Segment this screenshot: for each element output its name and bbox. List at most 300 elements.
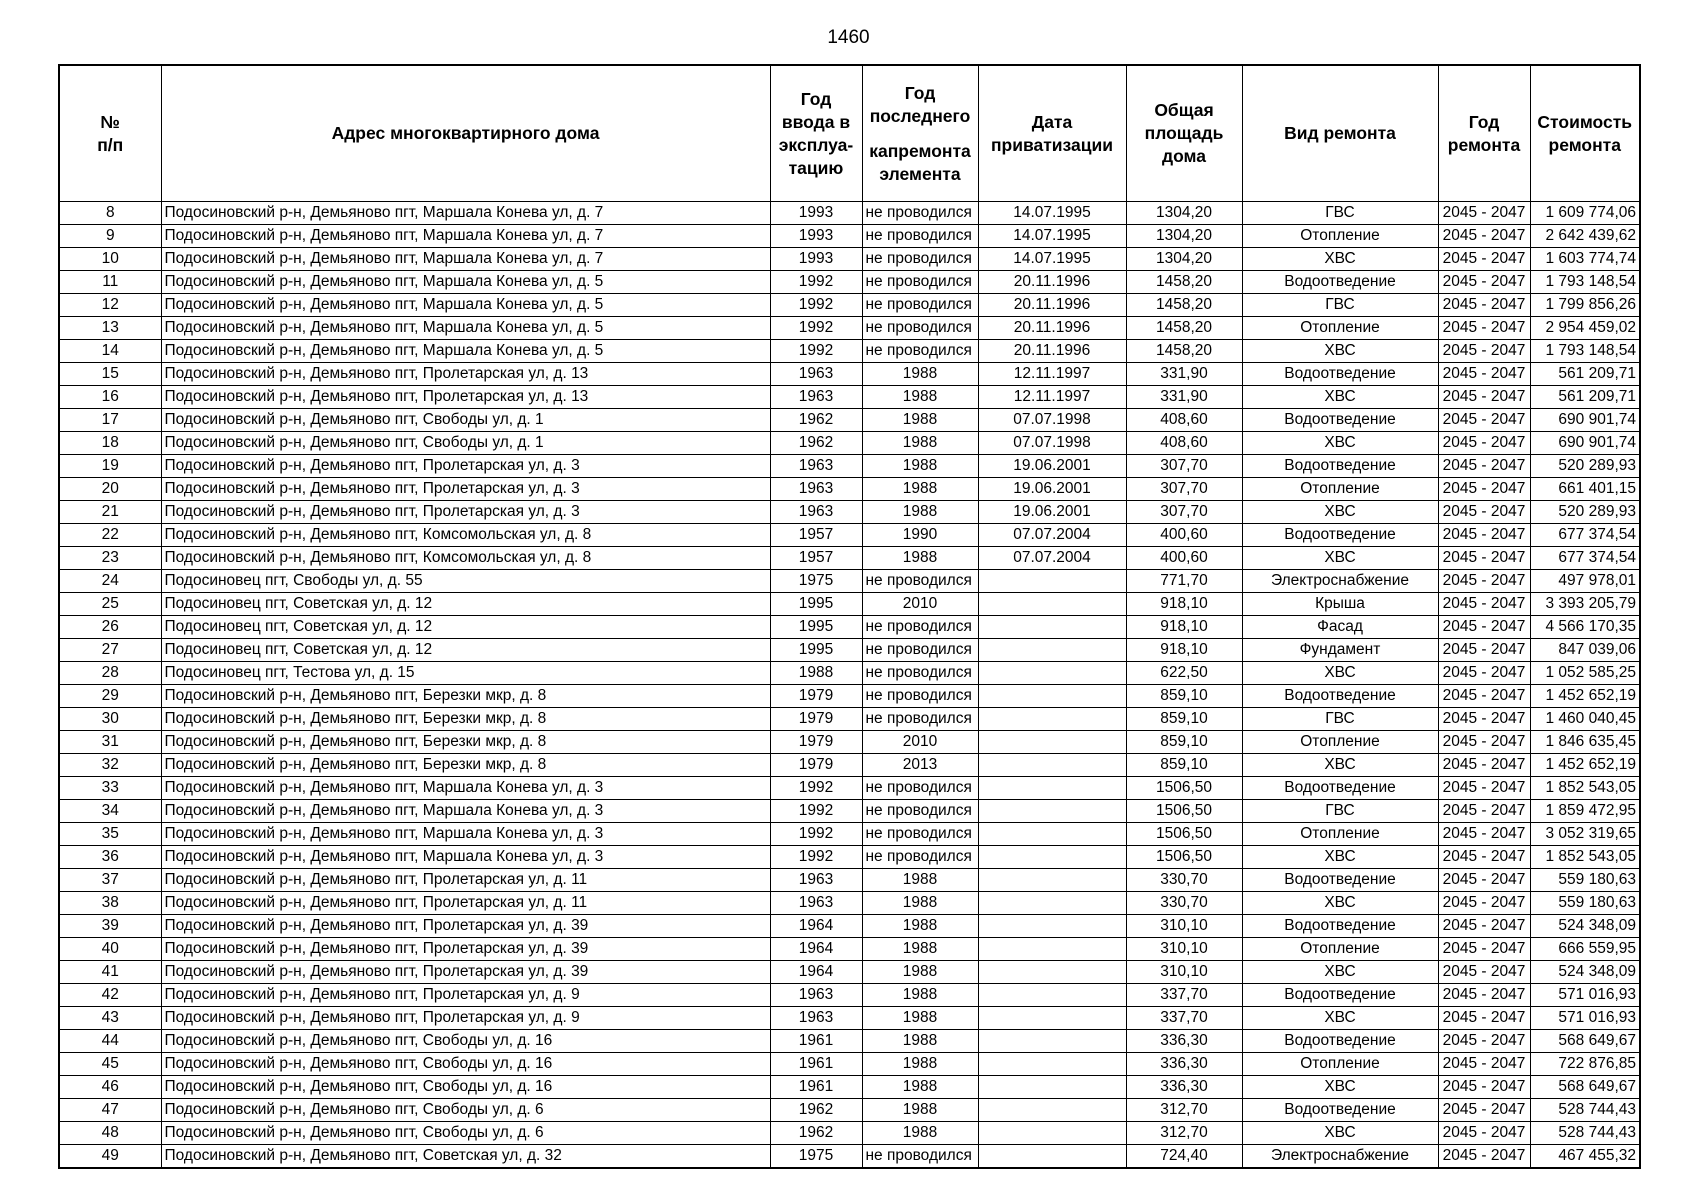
- year-built-cell: 1963: [770, 984, 862, 1007]
- repair-years-cell: 2045 - 2047: [1438, 1076, 1530, 1099]
- privatization-date-cell: [978, 662, 1126, 685]
- total-area-cell: 1506,50: [1126, 777, 1242, 800]
- repair-type-cell: Водоотведение: [1242, 1030, 1438, 1053]
- repair-cost-cell: 520 289,93: [1530, 455, 1640, 478]
- repair-years-cell: 2045 - 2047: [1438, 501, 1530, 524]
- repair-type-cell: Водоотведение: [1242, 409, 1438, 432]
- repair-cost-cell: 677 374,54: [1530, 547, 1640, 570]
- row-number: 12: [59, 294, 161, 317]
- year-built-cell: 1992: [770, 340, 862, 363]
- privatization-date-cell: [978, 938, 1126, 961]
- last-repair-cell: 1988: [862, 478, 978, 501]
- table-row: [59, 777, 1640, 800]
- table-row: [59, 524, 1640, 547]
- privatization-date-cell: 14.07.1995: [978, 248, 1126, 271]
- repair-cost-cell: 722 876,85: [1530, 1053, 1640, 1076]
- address-cell: Подосиновский р-н, Демьяново пгт, Советская ул, д. 32: [161, 1145, 770, 1169]
- address-cell: Подосиновский р-н, Демьяново пгт, Березки мкр, д. 8: [161, 754, 770, 777]
- repair-register-table: [58, 64, 1641, 1169]
- year-built-cell: 1962: [770, 1099, 862, 1122]
- last-repair-cell: 1988: [862, 1099, 978, 1122]
- table-row: [59, 846, 1640, 869]
- year-built-cell: 1963: [770, 869, 862, 892]
- repair-years-cell: 2045 - 2047: [1438, 225, 1530, 248]
- row-number: 16: [59, 386, 161, 409]
- table-row: [59, 455, 1640, 478]
- last-repair-cell: не проводился: [862, 317, 978, 340]
- year-built-cell: 1992: [770, 823, 862, 846]
- repair-years-cell: 2045 - 2047: [1438, 869, 1530, 892]
- last-repair-cell: не проводился: [862, 225, 978, 248]
- total-area-cell: 400,60: [1126, 547, 1242, 570]
- table-row: [59, 593, 1640, 616]
- table-row: [59, 570, 1640, 593]
- last-repair-cell: 2010: [862, 731, 978, 754]
- repair-years-cell: 2045 - 2047: [1438, 1122, 1530, 1145]
- last-repair-cell: не проводился: [862, 800, 978, 823]
- repair-type-cell: ХВС: [1242, 961, 1438, 984]
- header-year-built: Год ввода в эксплуа- тацию: [770, 65, 862, 202]
- year-built-cell: 1963: [770, 363, 862, 386]
- row-number: 10: [59, 248, 161, 271]
- table-row: [59, 892, 1640, 915]
- address-cell: Подосиновский р-н, Демьяново пгт, Свободы ул, д. 1: [161, 409, 770, 432]
- privatization-date-cell: [978, 915, 1126, 938]
- total-area-cell: 330,70: [1126, 892, 1242, 915]
- privatization-date-cell: [978, 984, 1126, 1007]
- year-built-cell: 1962: [770, 409, 862, 432]
- repair-type-cell: Отопление: [1242, 823, 1438, 846]
- last-repair-cell: не проводился: [862, 685, 978, 708]
- table-row: [59, 961, 1640, 984]
- row-number: 8: [59, 202, 161, 225]
- table-row: [59, 639, 1640, 662]
- total-area-cell: 622,50: [1126, 662, 1242, 685]
- total-area-cell: 918,10: [1126, 639, 1242, 662]
- year-built-cell: 1993: [770, 248, 862, 271]
- address-cell: Подосиновский р-н, Демьяново пгт, Пролетарская ул, д. 39: [161, 915, 770, 938]
- repair-years-cell: 2045 - 2047: [1438, 616, 1530, 639]
- row-number: 38: [59, 892, 161, 915]
- total-area-cell: 918,10: [1126, 616, 1242, 639]
- header-repair-cost: Стоимость ремонта: [1530, 65, 1640, 202]
- privatization-date-cell: 14.07.1995: [978, 202, 1126, 225]
- row-number: 43: [59, 1007, 161, 1030]
- repair-years-cell: 2045 - 2047: [1438, 892, 1530, 915]
- table-row: [59, 984, 1640, 1007]
- repair-type-cell: Отопление: [1242, 317, 1438, 340]
- privatization-date-cell: [978, 892, 1126, 915]
- last-repair-cell: 1988: [862, 1122, 978, 1145]
- table-row: [59, 1076, 1640, 1099]
- year-built-cell: 1995: [770, 639, 862, 662]
- repair-type-cell: Электроснабжение: [1242, 1145, 1438, 1169]
- year-built-cell: 1993: [770, 202, 862, 225]
- privatization-date-cell: 19.06.2001: [978, 478, 1126, 501]
- address-cell: Подосиновский р-н, Демьяново пгт, Березки мкр, д. 8: [161, 685, 770, 708]
- repair-type-cell: Фасад: [1242, 616, 1438, 639]
- row-number: 46: [59, 1076, 161, 1099]
- repair-type-cell: Водоотведение: [1242, 271, 1438, 294]
- repair-type-cell: Отопление: [1242, 478, 1438, 501]
- repair-years-cell: 2045 - 2047: [1438, 547, 1530, 570]
- repair-cost-cell: 559 180,63: [1530, 892, 1640, 915]
- header-privatization-date: Дата приватизации: [978, 65, 1126, 202]
- total-area-cell: 310,10: [1126, 915, 1242, 938]
- table-row: [59, 248, 1640, 271]
- privatization-date-cell: [978, 1145, 1126, 1169]
- row-number: 23: [59, 547, 161, 570]
- repair-years-cell: 2045 - 2047: [1438, 777, 1530, 800]
- repair-cost-cell: 847 039,06: [1530, 639, 1640, 662]
- last-repair-cell: 1988: [862, 1076, 978, 1099]
- total-area-cell: 771,70: [1126, 570, 1242, 593]
- repair-type-cell: ГВС: [1242, 708, 1438, 731]
- repair-type-cell: Водоотведение: [1242, 984, 1438, 1007]
- address-cell: Подосиновский р-н, Демьяново пгт, Свободы ул, д. 16: [161, 1053, 770, 1076]
- address-cell: Подосиновец пгт, Тестова ул, д. 15: [161, 662, 770, 685]
- year-built-cell: 1993: [770, 225, 862, 248]
- repair-cost-cell: 559 180,63: [1530, 869, 1640, 892]
- table-row: [59, 432, 1640, 455]
- repair-years-cell: 2045 - 2047: [1438, 731, 1530, 754]
- year-built-cell: 1961: [770, 1030, 862, 1053]
- header-number: № п/п: [59, 65, 161, 202]
- repair-type-cell: Водоотведение: [1242, 524, 1438, 547]
- repair-type-cell: ХВС: [1242, 386, 1438, 409]
- repair-cost-cell: 2 642 439,62: [1530, 225, 1640, 248]
- address-cell: Подосиновский р-н, Демьяново пгт, Пролетарская ул, д. 3: [161, 478, 770, 501]
- privatization-date-cell: 14.07.1995: [978, 225, 1126, 248]
- privatization-date-cell: [978, 616, 1126, 639]
- repair-type-cell: Электроснабжение: [1242, 570, 1438, 593]
- table-row: [59, 800, 1640, 823]
- repair-years-cell: 2045 - 2047: [1438, 455, 1530, 478]
- address-cell: Подосиновский р-н, Демьяново пгт, Пролетарская ул, д. 39: [161, 938, 770, 961]
- privatization-date-cell: [978, 708, 1126, 731]
- year-built-cell: 1979: [770, 708, 862, 731]
- last-repair-cell: 1988: [862, 501, 978, 524]
- address-cell: Подосиновский р-н, Демьяново пгт, Маршала Конева ул, д. 5: [161, 294, 770, 317]
- total-area-cell: 408,60: [1126, 409, 1242, 432]
- total-area-cell: 859,10: [1126, 685, 1242, 708]
- row-number: 31: [59, 731, 161, 754]
- header-last-repair-year: Год последнего капремонта элемента: [862, 65, 978, 202]
- last-repair-cell: не проводился: [862, 271, 978, 294]
- address-cell: Подосиновский р-н, Демьяново пгт, Пролетарская ул, д. 9: [161, 984, 770, 1007]
- year-built-cell: 1964: [770, 961, 862, 984]
- privatization-date-cell: [978, 777, 1126, 800]
- address-cell: Подосиновец пгт, Советская ул, д. 12: [161, 616, 770, 639]
- last-repair-cell: 1988: [862, 455, 978, 478]
- repair-type-cell: ХВС: [1242, 662, 1438, 685]
- row-number: 15: [59, 363, 161, 386]
- repair-cost-cell: 4 566 170,35: [1530, 616, 1640, 639]
- row-number: 25: [59, 593, 161, 616]
- table-row: [59, 1099, 1640, 1122]
- row-number: 37: [59, 869, 161, 892]
- total-area-cell: 307,70: [1126, 478, 1242, 501]
- header-total-area: Общая площадь дома: [1126, 65, 1242, 202]
- repair-cost-cell: 1 460 040,45: [1530, 708, 1640, 731]
- repair-type-cell: ХВС: [1242, 547, 1438, 570]
- address-cell: Подосиновец пгт, Советская ул, д. 12: [161, 639, 770, 662]
- row-number: 26: [59, 616, 161, 639]
- repair-years-cell: 2045 - 2047: [1438, 1007, 1530, 1030]
- last-repair-cell: не проводился: [862, 202, 978, 225]
- year-built-cell: 1992: [770, 294, 862, 317]
- repair-cost-cell: 528 744,43: [1530, 1122, 1640, 1145]
- repair-cost-cell: 1 793 148,54: [1530, 340, 1640, 363]
- year-built-cell: 1975: [770, 1145, 862, 1169]
- row-number: 11: [59, 271, 161, 294]
- year-built-cell: 1963: [770, 478, 862, 501]
- repair-years-cell: 2045 - 2047: [1438, 823, 1530, 846]
- total-area-cell: 1304,20: [1126, 202, 1242, 225]
- address-cell: Подосиновский р-н, Демьяново пгт, Маршала Конева ул, д. 3: [161, 777, 770, 800]
- privatization-date-cell: [978, 961, 1126, 984]
- table-row: [59, 294, 1640, 317]
- total-area-cell: 336,30: [1126, 1030, 1242, 1053]
- last-repair-cell: не проводился: [862, 340, 978, 363]
- repair-type-cell: ХВС: [1242, 1076, 1438, 1099]
- total-area-cell: 1304,20: [1126, 248, 1242, 271]
- privatization-date-cell: 07.07.2004: [978, 524, 1126, 547]
- table-row: [59, 1145, 1640, 1169]
- total-area-cell: 310,10: [1126, 961, 1242, 984]
- table-row: [59, 409, 1640, 432]
- address-cell: Подосиновский р-н, Демьяново пгт, Пролетарская ул, д. 11: [161, 869, 770, 892]
- row-number: 17: [59, 409, 161, 432]
- repair-years-cell: 2045 - 2047: [1438, 662, 1530, 685]
- repair-cost-cell: 690 901,74: [1530, 409, 1640, 432]
- total-area-cell: 307,70: [1126, 501, 1242, 524]
- year-built-cell: 1992: [770, 271, 862, 294]
- repair-type-cell: ГВС: [1242, 294, 1438, 317]
- repair-cost-cell: 561 209,71: [1530, 386, 1640, 409]
- address-cell: Подосиновец пгт, Советская ул, д. 12: [161, 593, 770, 616]
- repair-cost-cell: 528 744,43: [1530, 1099, 1640, 1122]
- address-cell: Подосиновский р-н, Демьяново пгт, Свободы ул, д. 16: [161, 1076, 770, 1099]
- repair-years-cell: 2045 - 2047: [1438, 1030, 1530, 1053]
- repair-years-cell: 2045 - 2047: [1438, 938, 1530, 961]
- total-area-cell: 1458,20: [1126, 340, 1242, 363]
- row-number: 9: [59, 225, 161, 248]
- repair-cost-cell: 661 401,15: [1530, 478, 1640, 501]
- privatization-date-cell: [978, 1122, 1126, 1145]
- privatization-date-cell: 20.11.1996: [978, 294, 1126, 317]
- year-built-cell: 1992: [770, 846, 862, 869]
- repair-years-cell: 2045 - 2047: [1438, 248, 1530, 271]
- privatization-date-cell: [978, 754, 1126, 777]
- last-repair-cell: 2010: [862, 593, 978, 616]
- repair-type-cell: ХВС: [1242, 846, 1438, 869]
- year-built-cell: 1979: [770, 685, 862, 708]
- last-repair-cell: не проводился: [862, 823, 978, 846]
- year-built-cell: 1963: [770, 455, 862, 478]
- row-number: 48: [59, 1122, 161, 1145]
- privatization-date-cell: [978, 823, 1126, 846]
- address-cell: Подосиновский р-н, Демьяново пгт, Комсомольская ул, д. 8: [161, 524, 770, 547]
- row-number: 36: [59, 846, 161, 869]
- table-row: [59, 915, 1640, 938]
- table-row: [59, 823, 1640, 846]
- table-row: [59, 271, 1640, 294]
- row-number: 30: [59, 708, 161, 731]
- privatization-date-cell: 19.06.2001: [978, 501, 1126, 524]
- total-area-cell: 724,40: [1126, 1145, 1242, 1169]
- year-built-cell: 1961: [770, 1053, 862, 1076]
- total-area-cell: 1506,50: [1126, 800, 1242, 823]
- last-repair-cell: не проводился: [862, 1145, 978, 1169]
- year-built-cell: 1963: [770, 501, 862, 524]
- table-row: [59, 754, 1640, 777]
- year-built-cell: 1957: [770, 547, 862, 570]
- total-area-cell: 1458,20: [1126, 271, 1242, 294]
- row-number: 21: [59, 501, 161, 524]
- privatization-date-cell: [978, 731, 1126, 754]
- repair-cost-cell: 524 348,09: [1530, 961, 1640, 984]
- page-number: 1460: [827, 27, 870, 48]
- table-row: [59, 1007, 1640, 1030]
- repair-type-cell: Отопление: [1242, 1053, 1438, 1076]
- address-cell: Подосиновский р-н, Демьяново пгт, Маршала Конева ул, д. 3: [161, 846, 770, 869]
- last-repair-cell: 1988: [862, 386, 978, 409]
- table-row: [59, 1030, 1640, 1053]
- privatization-date-cell: 07.07.1998: [978, 409, 1126, 432]
- total-area-cell: 1506,50: [1126, 823, 1242, 846]
- last-repair-cell: не проводился: [862, 662, 978, 685]
- year-built-cell: 1962: [770, 1122, 862, 1145]
- repair-cost-cell: 571 016,93: [1530, 984, 1640, 1007]
- last-repair-cell: не проводился: [862, 708, 978, 731]
- repair-cost-cell: 1 852 543,05: [1530, 846, 1640, 869]
- repair-cost-cell: 3 052 319,65: [1530, 823, 1640, 846]
- repair-type-cell: ХВС: [1242, 1007, 1438, 1030]
- repair-cost-cell: 666 559,95: [1530, 938, 1640, 961]
- privatization-date-cell: [978, 869, 1126, 892]
- year-built-cell: 1992: [770, 800, 862, 823]
- repair-cost-cell: 1 799 856,26: [1530, 294, 1640, 317]
- year-built-cell: 1988: [770, 662, 862, 685]
- privatization-date-cell: 20.11.1996: [978, 271, 1126, 294]
- repair-years-cell: 2045 - 2047: [1438, 294, 1530, 317]
- row-number: 40: [59, 938, 161, 961]
- address-cell: Подосиновский р-н, Демьяново пгт, Свободы ул, д. 6: [161, 1099, 770, 1122]
- repair-cost-cell: 677 374,54: [1530, 524, 1640, 547]
- row-number: 18: [59, 432, 161, 455]
- year-built-cell: 1979: [770, 731, 862, 754]
- privatization-date-cell: [978, 639, 1126, 662]
- total-area-cell: 312,70: [1126, 1099, 1242, 1122]
- address-cell: Подосиновский р-н, Демьяново пгт, Березки мкр, д. 8: [161, 708, 770, 731]
- privatization-date-cell: [978, 1030, 1126, 1053]
- total-area-cell: 408,60: [1126, 432, 1242, 455]
- last-repair-cell: 1988: [862, 984, 978, 1007]
- repair-cost-cell: 571 016,93: [1530, 1007, 1640, 1030]
- repair-type-cell: ГВС: [1242, 800, 1438, 823]
- header-row: [59, 65, 1640, 202]
- address-cell: Подосиновский р-н, Демьяново пгт, Свободы ул, д. 6: [161, 1122, 770, 1145]
- repair-cost-cell: 568 649,67: [1530, 1076, 1640, 1099]
- repair-cost-cell: 3 393 205,79: [1530, 593, 1640, 616]
- repair-cost-cell: 561 209,71: [1530, 363, 1640, 386]
- table-row: [59, 708, 1640, 731]
- last-repair-cell: 1988: [862, 1053, 978, 1076]
- address-cell: Подосиновец пгт, Свободы ул, д. 55: [161, 570, 770, 593]
- total-area-cell: 1458,20: [1126, 317, 1242, 340]
- repair-type-cell: ХВС: [1242, 892, 1438, 915]
- last-repair-cell: 1988: [862, 1007, 978, 1030]
- last-repair-cell: не проводился: [862, 570, 978, 593]
- address-cell: Подосиновский р-н, Демьяново пгт, Маршала Конева ул, д. 7: [161, 202, 770, 225]
- table-row: [59, 938, 1640, 961]
- total-area-cell: 337,70: [1126, 1007, 1242, 1030]
- repair-type-cell: ХВС: [1242, 754, 1438, 777]
- total-area-cell: 336,30: [1126, 1053, 1242, 1076]
- table-row: [59, 386, 1640, 409]
- repair-type-cell: ГВС: [1242, 202, 1438, 225]
- address-cell: Подосиновский р-н, Демьяново пгт, Пролетарская ул, д. 9: [161, 1007, 770, 1030]
- repair-years-cell: 2045 - 2047: [1438, 271, 1530, 294]
- total-area-cell: 859,10: [1126, 708, 1242, 731]
- total-area-cell: 400,60: [1126, 524, 1242, 547]
- repair-cost-cell: 690 901,74: [1530, 432, 1640, 455]
- row-number: 13: [59, 317, 161, 340]
- total-area-cell: 1458,20: [1126, 294, 1242, 317]
- repair-cost-cell: 520 289,93: [1530, 501, 1640, 524]
- repair-type-cell: Водоотведение: [1242, 685, 1438, 708]
- row-number: 29: [59, 685, 161, 708]
- repair-years-cell: 2045 - 2047: [1438, 409, 1530, 432]
- row-number: 49: [59, 1145, 161, 1169]
- privatization-date-cell: 07.07.2004: [978, 547, 1126, 570]
- last-repair-cell: 1988: [862, 1030, 978, 1053]
- total-area-cell: 312,70: [1126, 1122, 1242, 1145]
- row-number: 32: [59, 754, 161, 777]
- repair-cost-cell: 2 954 459,02: [1530, 317, 1640, 340]
- address-cell: Подосиновский р-н, Демьяново пгт, Пролетарская ул, д. 13: [161, 363, 770, 386]
- total-area-cell: 859,10: [1126, 754, 1242, 777]
- row-number: 19: [59, 455, 161, 478]
- repair-years-cell: 2045 - 2047: [1438, 1053, 1530, 1076]
- header-repair-year: Год ремонта: [1438, 65, 1530, 202]
- repair-years-cell: 2045 - 2047: [1438, 639, 1530, 662]
- row-number: 28: [59, 662, 161, 685]
- repair-type-cell: Отопление: [1242, 225, 1438, 248]
- total-area-cell: 1506,50: [1126, 846, 1242, 869]
- privatization-date-cell: 12.11.1997: [978, 386, 1126, 409]
- year-built-cell: 1963: [770, 1007, 862, 1030]
- year-built-cell: 1995: [770, 616, 862, 639]
- repair-type-cell: ХВС: [1242, 1122, 1438, 1145]
- last-repair-cell: 1988: [862, 892, 978, 915]
- row-number: 44: [59, 1030, 161, 1053]
- table-row: [59, 478, 1640, 501]
- repair-type-cell: Водоотведение: [1242, 363, 1438, 386]
- last-repair-cell: не проводился: [862, 846, 978, 869]
- year-built-cell: 1961: [770, 1076, 862, 1099]
- table-row: [59, 662, 1640, 685]
- last-repair-cell: не проводился: [862, 248, 978, 271]
- last-repair-cell: 1988: [862, 938, 978, 961]
- repair-years-cell: 2045 - 2047: [1438, 432, 1530, 455]
- last-repair-cell: не проводился: [862, 777, 978, 800]
- repair-cost-cell: 1 609 774,06: [1530, 202, 1640, 225]
- privatization-date-cell: [978, 1076, 1126, 1099]
- privatization-date-cell: 20.11.1996: [978, 340, 1126, 363]
- row-number: 34: [59, 800, 161, 823]
